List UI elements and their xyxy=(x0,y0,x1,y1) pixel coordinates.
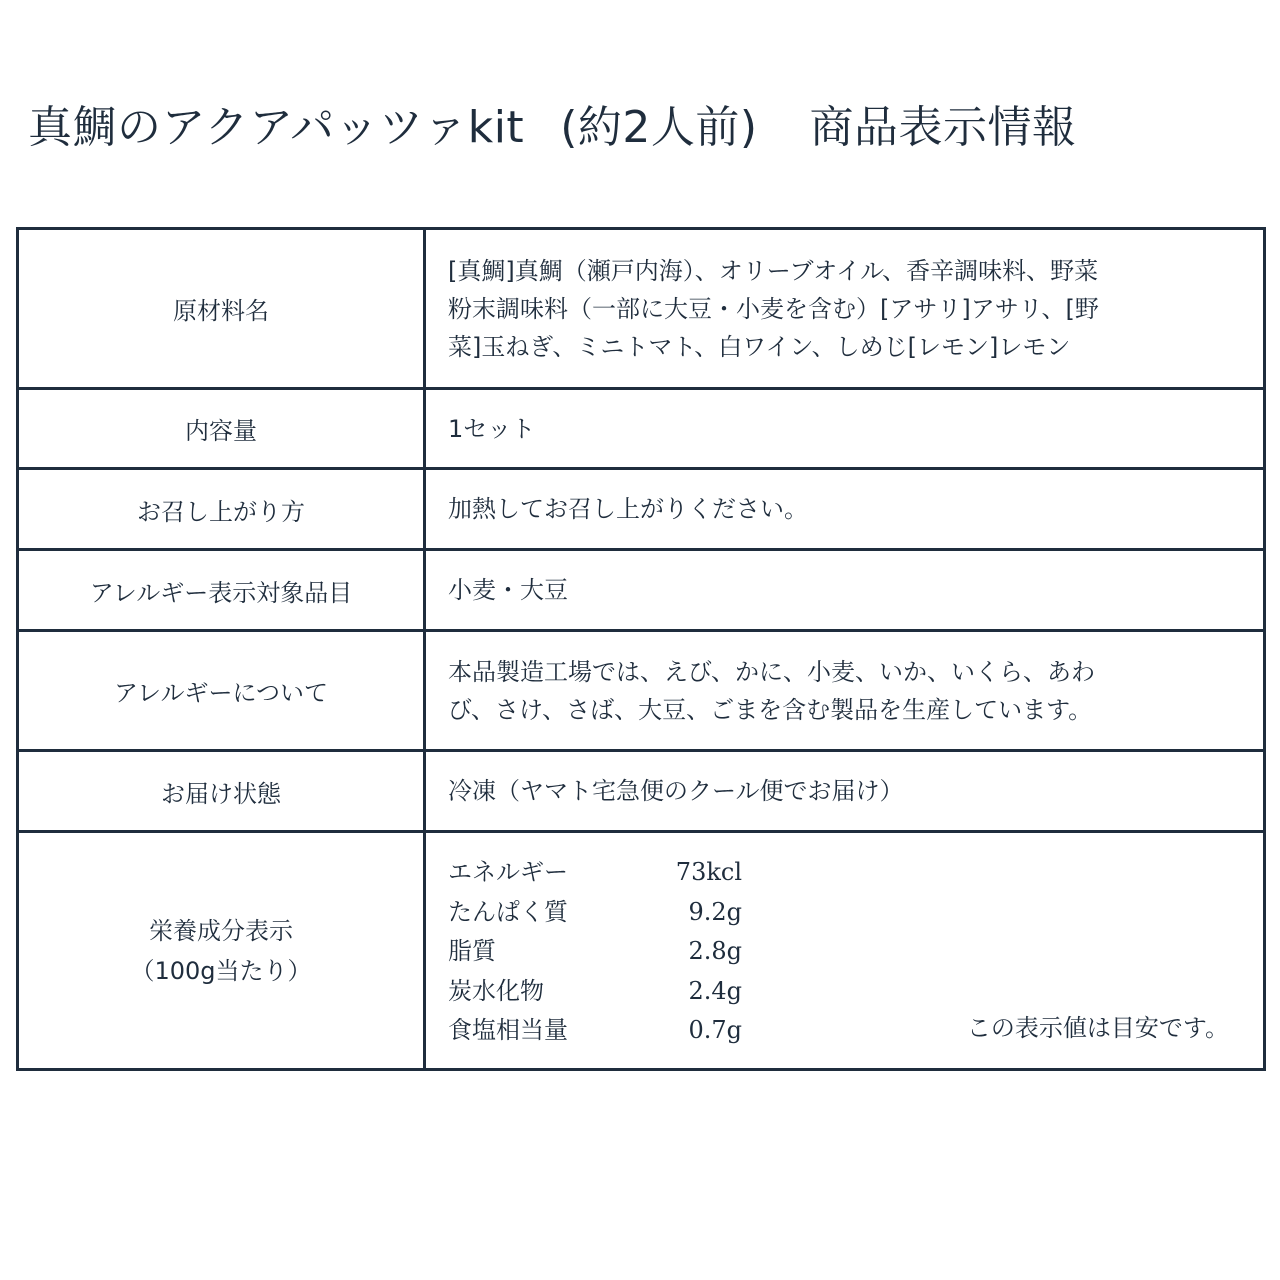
nutrition-note: この表示値は目安です。 xyxy=(966,1014,1229,1042)
ingredients-line: [真鯛]真鯛（瀬戸内海）、オリーブオイル、香辛調味料、野菜 xyxy=(448,256,1099,285)
nutrition-value: 9.2g xyxy=(688,897,742,926)
nutrition-name: 炭水化物 xyxy=(448,976,544,1005)
nutrition-name: 脂質 xyxy=(448,937,496,965)
page-title xyxy=(28,92,1268,164)
table-row-delivery xyxy=(18,751,1265,832)
row-value: 小麦・大豆 xyxy=(425,550,1265,631)
row-value: 冷凍（ヤマト宅急便のクール便でお届け） xyxy=(425,751,1265,832)
nutrition-value: 73kcl xyxy=(675,858,742,886)
title-info-label: 商品表示情報 xyxy=(809,102,1077,153)
nutrition-item xyxy=(448,853,742,893)
nutrition-basis: （100g当たり） xyxy=(130,956,312,985)
ingredients-line: 菜]玉ねぎ、ミニトマト、白ワイン、しめじ[レモン]レモン xyxy=(448,332,1071,361)
nutrition-item xyxy=(448,932,742,972)
row-value xyxy=(425,631,1265,751)
row-value: 1セット xyxy=(425,389,1265,469)
nutrition-name: たんぱく質 xyxy=(448,897,568,926)
nutrition-cell xyxy=(425,832,1265,1070)
row-label: アレルギー表示対象品目 xyxy=(18,550,425,631)
nutrition-value: 2.4g xyxy=(688,976,742,1005)
nutrition-name: エネルギー xyxy=(448,858,568,886)
nutrition-value: 2.8g xyxy=(688,937,742,965)
nutrition-item xyxy=(448,972,742,1012)
row-label: 内容量 xyxy=(18,389,425,469)
row-value: 加熱してお召し上がりください。 xyxy=(425,469,1265,550)
product-info-table xyxy=(16,227,1266,1071)
title-product-name: 真鯛のアクアパッツァkit xyxy=(28,102,525,153)
allergy-notice-line: 本品製造工場では、えび、かに、小麦、いか、いくら、あわ xyxy=(448,657,1096,686)
nutrition-label: 栄養成分表示 xyxy=(149,916,293,945)
row-label: お届け状態 xyxy=(18,751,425,832)
row-label xyxy=(18,832,425,1070)
title-servings: (約2人前) xyxy=(560,102,758,153)
table-row-ingredients xyxy=(18,229,1265,389)
row-value xyxy=(425,229,1265,389)
row-label: お召し上がり方 xyxy=(18,469,425,550)
nutrition-item xyxy=(448,1011,742,1051)
table-row-quantity xyxy=(18,389,1265,469)
table-row-nutrition xyxy=(18,832,1265,1070)
row-label: アレルギーについて xyxy=(18,631,425,751)
nutrition-item xyxy=(448,893,742,933)
ingredients-line: 粉末調味料（一部に大豆・小麦を含む）[アサリ]アサリ、[野 xyxy=(448,294,1099,323)
table-row-allergens xyxy=(18,550,1265,631)
table-row-allergy-notice xyxy=(18,631,1265,751)
row-label: 原材料名 xyxy=(18,229,425,389)
table-row-how-to-eat xyxy=(18,469,1265,550)
nutrition-name: 食塩相当量 xyxy=(448,1016,568,1044)
nutrition-list xyxy=(448,853,742,1051)
nutrition-value: 0.7g xyxy=(688,1016,742,1044)
allergy-notice-line: び、さけ、さば、大豆、ごまを含む製品を生産しています。 xyxy=(448,695,1093,724)
